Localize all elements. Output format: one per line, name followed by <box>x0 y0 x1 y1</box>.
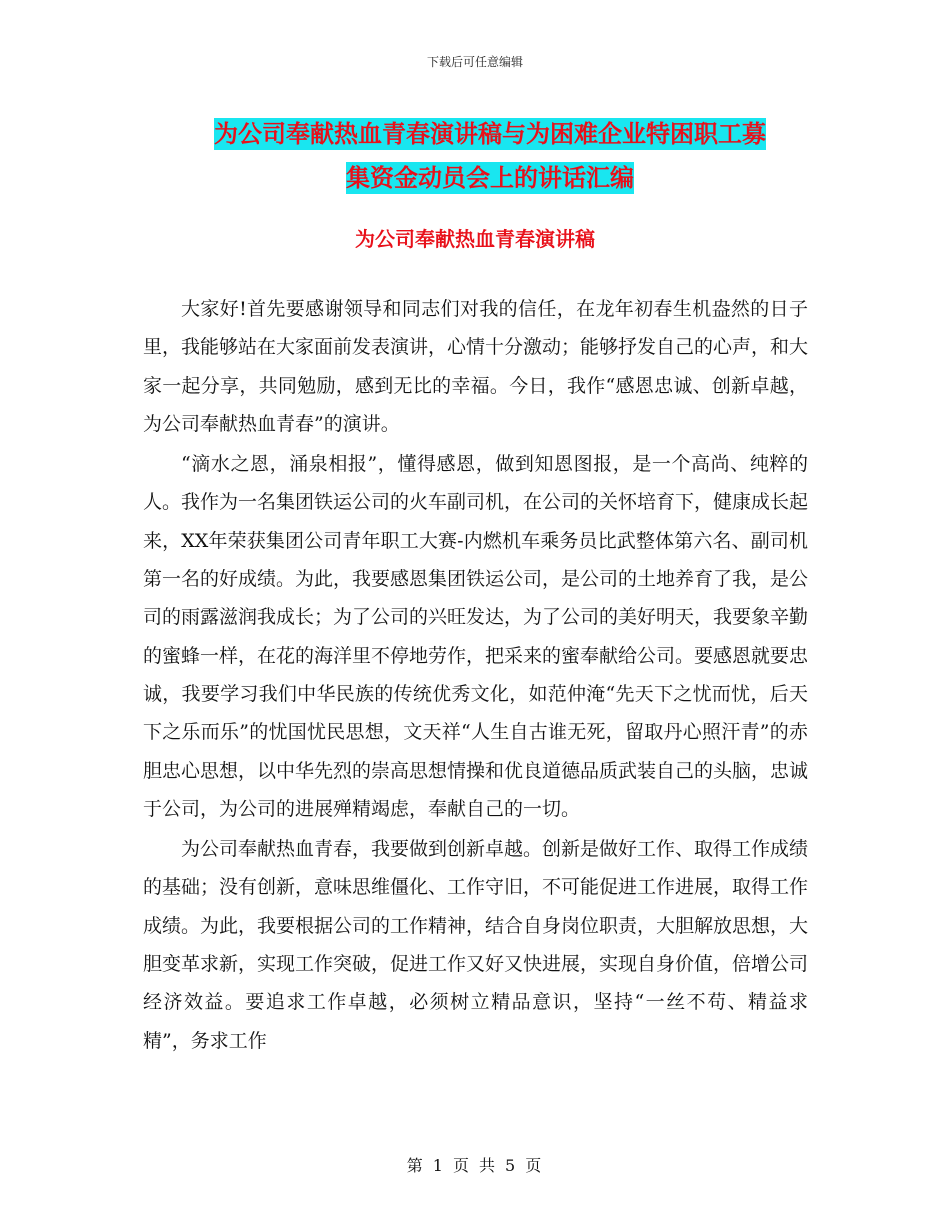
page-footer <box>0 1153 950 1176</box>
paragraph-3: 为公司奉献热血青春，我要做到创新卓越。创新是做好工作、取得工作成绩的基础；没有创新，意味思维僵化、工作守旧，不可能促进工作进展，取得工作成绩。为此，我要根据公司的工作精神，结合自身岗位职责，大胆解放思想，大胆变革求新，实现工作突破，促进工作又好又快进展，实现自身价值，倍增公司经济效益。要追求工作卓越，必须树立精品意识，坚持“一丝不苟、精益求精”，务求工作 <box>143 838 809 1052</box>
body-text <box>143 290 808 1060</box>
section-title: 为公司奉献热血青春演讲稿 <box>355 227 595 251</box>
document-title <box>150 112 830 200</box>
footer-total-pages: 5 <box>505 1156 518 1175</box>
footer-prefix: 第 <box>406 1156 425 1175</box>
footer-suffix: 页 <box>525 1156 544 1175</box>
footer-total-prefix: 共 <box>479 1156 498 1175</box>
header-note: 下载后可任意编辑 <box>426 55 523 69</box>
paragraph-1: 大家好!首先要感谢领导和同志们对我的信任，在龙年初春生机盎然的日子里，我能够站在大家面前发表演讲，心情十分激动；能够抒发自己的心声，和大家一起分享，共同勉励，感到无比的幸福。今日，我作“感恩忠诚、创新卓越，为公司奉献热血青春”的演讲。 <box>143 298 809 435</box>
paragraph-2: “滴水之恩，涌泉相报”，懂得感恩，做到知恩图报，是一个高尚、纯粹的人。我作为一名集团铁运公司的火车副司机，在公司的关怀培育下，健康成长起来，XX年荣获集团公司青年职工大赛-内燃机车乘务员比武整体第六名、副司机第一名的好成绩。为此，我要感恩集团铁运公司，是公司的土地养育了我，是公司的雨露滋润我成长；为了公司的兴旺发达，为了公司的美好明天，我要象辛勤的蜜蜂一样，在花的海洋里不停地劳作，把采来的蜜奉献给公司。要感恩就要忠诚，我要学习我们中华民族的传统优秀文化，如范仲淹“先天下之忧而忧，后天下之乐而乐”的忧国忧民思想，文天祥“人生自古谁无死，留取丹心照汗青”的赤胆忠心思想，以中华先烈的崇高思想情操和优良道德品质武装自己的头脑，忠诚于公司，为公司的进展殚精竭虑，奉献自己的一切。 <box>143 453 809 820</box>
document-title-line-1: 为公司奉献热血青春演讲稿与为困难企业特困职工募 <box>214 120 766 148</box>
footer-mid: 页 <box>452 1156 471 1175</box>
footer-page-number: 1 <box>432 1156 445 1175</box>
document-title-line-2: 集资金动员会上的讲话汇编 <box>346 164 634 192</box>
